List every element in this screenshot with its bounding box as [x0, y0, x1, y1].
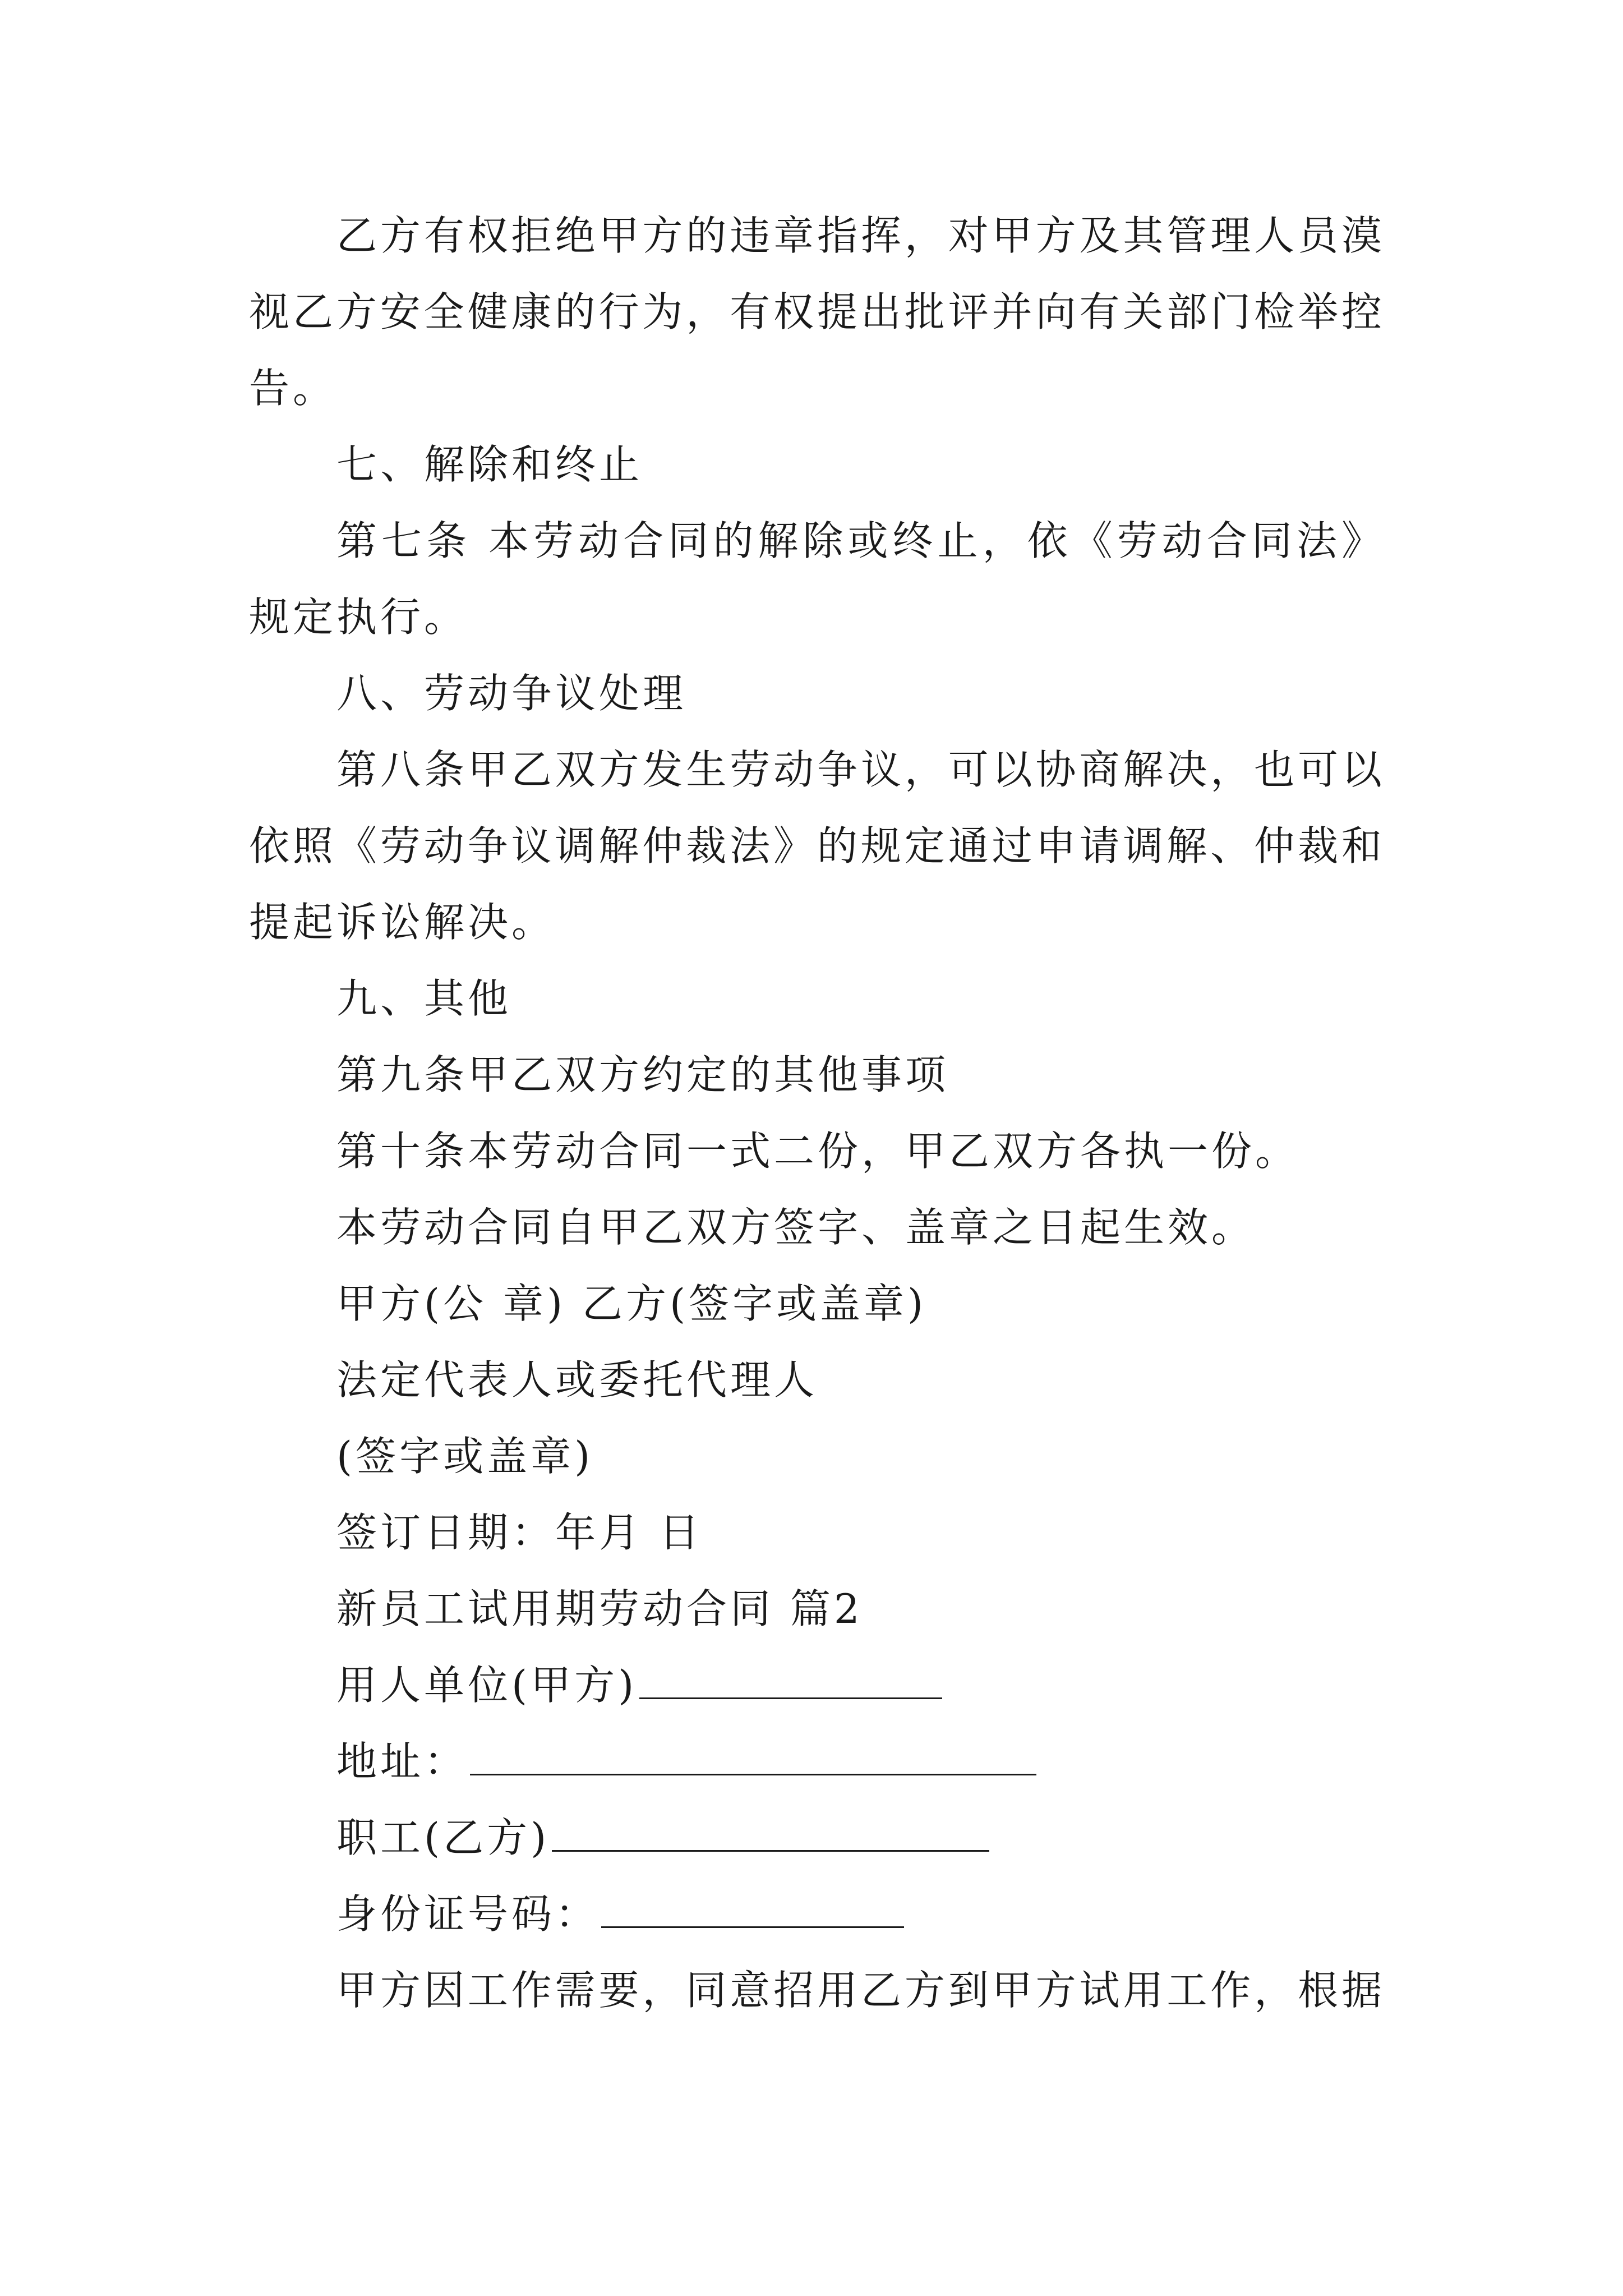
paragraph-line: 甲方因工作需要，同意招用乙方到甲方试用工作，根据 [336, 1967, 1382, 2014]
document-body [249, 197, 1382, 2028]
article-9-line: 第九条甲乙双方约定的其他事项 [336, 1051, 949, 1098]
id-number-label: 身份证号码： [336, 1890, 600, 1938]
paragraph-line: 乙方有权拒绝甲方的违章指挥，对甲方及其管理人员漠 [336, 212, 1382, 259]
section-heading-dispute: 八、劳动争议处理 [336, 670, 687, 717]
paragraph-line: 告。 [249, 365, 337, 412]
effective-clause: 本劳动合同自甲乙双方签字、盖章之日起生效。 [336, 1204, 1256, 1251]
article-10-line: 第十条本劳动合同一式二份，甲乙双方各执一份。 [336, 1128, 1299, 1175]
employee-label: 职工(乙方) [336, 1814, 550, 1861]
article-8-line: 依照《劳动争议调解仲裁法》的规定通过申请调解、仲裁和 [249, 822, 1382, 869]
employer-blank [639, 1665, 942, 1699]
paragraph-line: 视乙方安全健康的行为，有权提出批评并向有关部门检举控 [249, 288, 1382, 335]
contract-2-title: 新员工试用期劳动合同 篇2 [336, 1585, 863, 1632]
article-8-line: 提起诉讼解决。 [249, 899, 556, 946]
address-label: 地址： [336, 1738, 468, 1785]
id-number-blank [601, 1894, 904, 1928]
signature-parties: 甲方(公 章) 乙方(签字或盖章) [336, 1280, 927, 1327]
address-field [249, 1723, 1382, 1800]
section-heading-termination: 七、解除和终止 [336, 441, 643, 488]
signature-note: (签字或盖章) [336, 1433, 594, 1480]
article-8-line: 第八条甲乙双方发生劳动争议，可以协商解决，也可以 [336, 746, 1382, 793]
signature-representative: 法定代表人或委托代理人 [336, 1356, 818, 1404]
article-7-line: 规定执行。 [249, 593, 468, 641]
employer-label: 用人单位(甲方) [336, 1662, 638, 1709]
id-number-field [249, 1876, 1382, 1952]
section-heading-other: 九、其他 [336, 975, 512, 1022]
signing-date: 签订日期：年月 日 [336, 1509, 703, 1556]
employee-field [249, 1800, 1382, 1876]
article-7-line: 第七条 本劳动合同的解除或终止，依《劳动合同法》 [336, 517, 1382, 564]
employer-field [249, 1647, 1382, 1723]
address-blank [470, 1741, 1036, 1775]
employee-blank [552, 1818, 989, 1852]
